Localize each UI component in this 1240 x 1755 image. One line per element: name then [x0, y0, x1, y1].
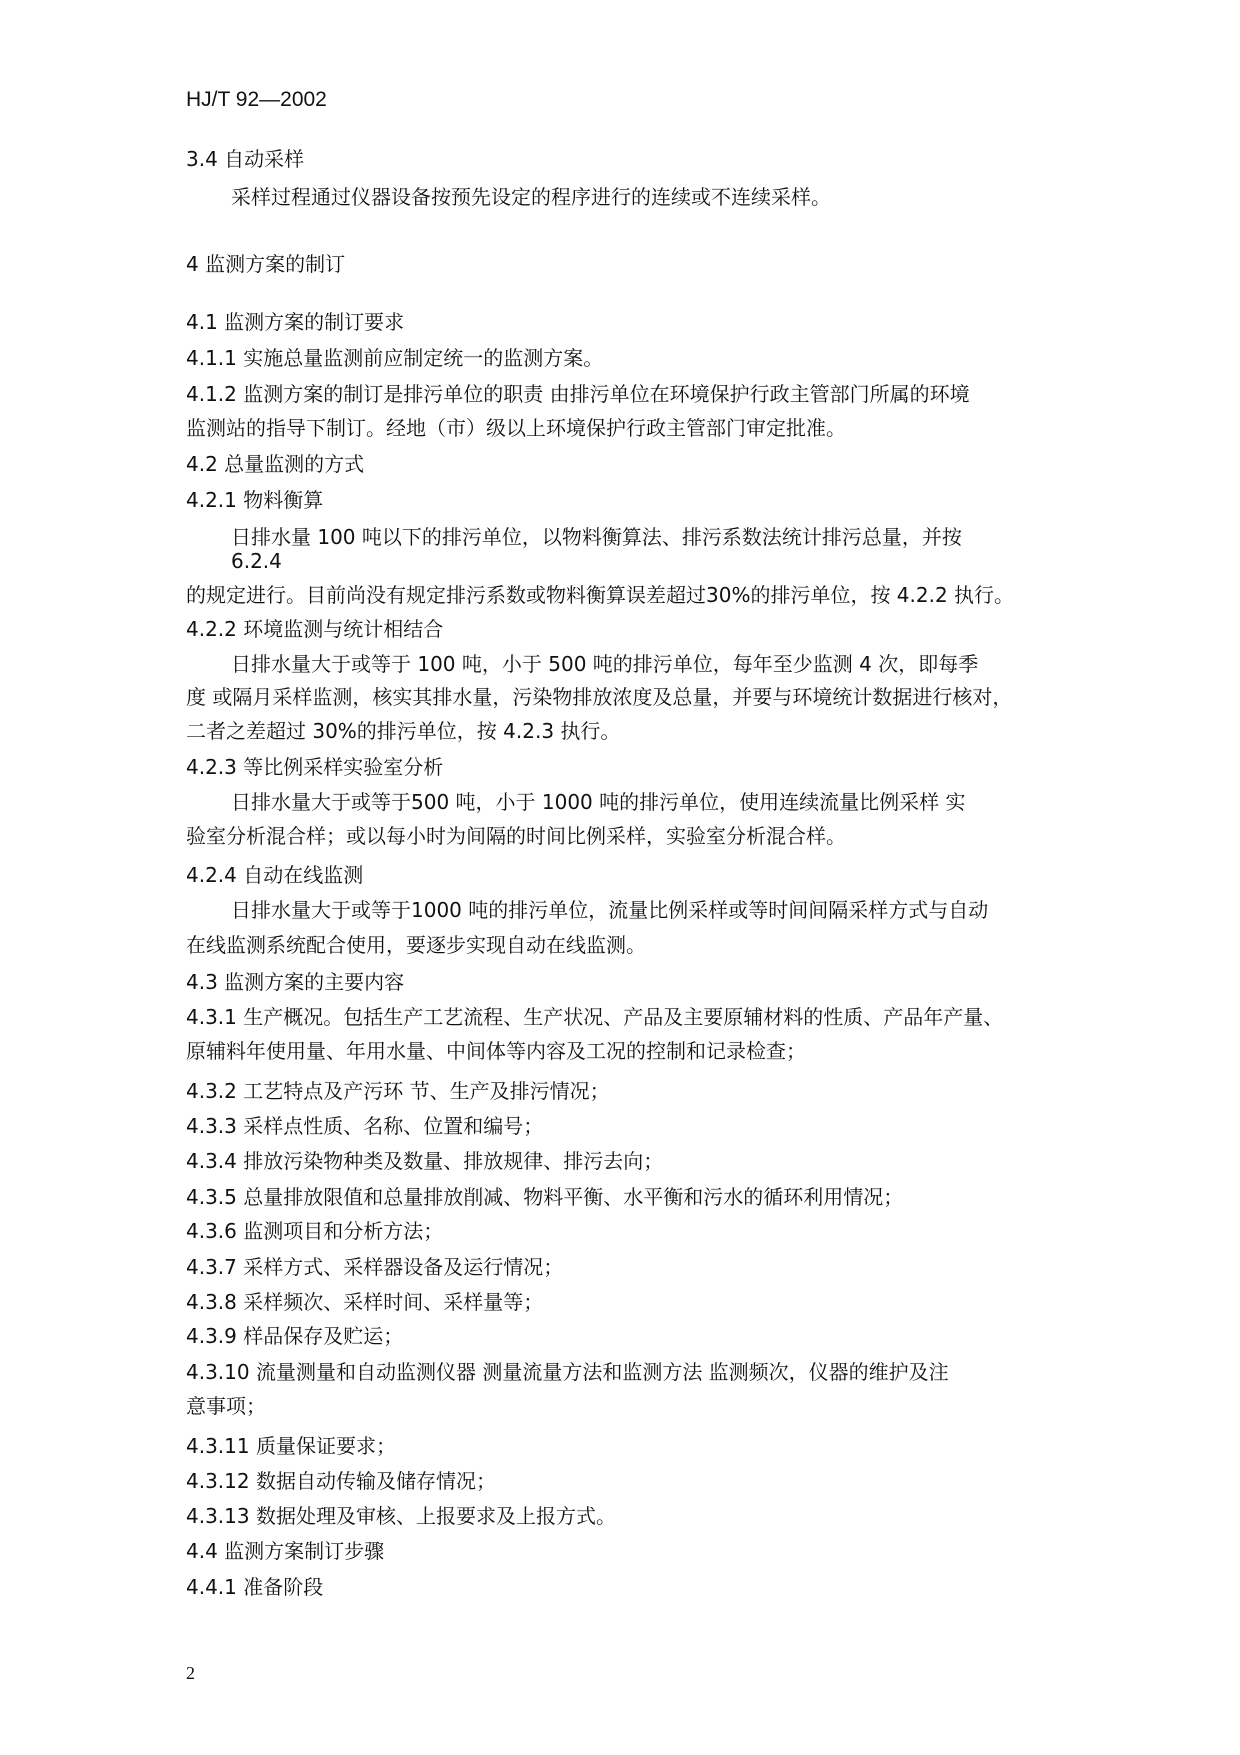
clause-line: 4.3.6 监测项目和分析方法； — [186, 1219, 444, 1243]
paragraph-line: 日排水量大于或等于 100 吨，小于 500 吨的排污单位，每年至少监测 4 次，即每季 — [231, 652, 979, 676]
subsection-heading: 4.2.2 环境监测与统计相结合 — [186, 617, 444, 641]
clause-line: 4.3.9 样品保存及贮运； — [186, 1324, 404, 1348]
paragraph-line: 意事项； — [186, 1394, 266, 1418]
clause-line: 4.3.4 排放污染物种类及数量、排放规律、排污去向； — [186, 1149, 664, 1173]
paragraph-line: 采样过程通过仪器设备按预先设定的程序进行的连续或不连续采样。 — [231, 185, 831, 209]
section-heading: 3.4 自动采样 — [186, 147, 305, 171]
clause-line: 4.3.3 采样点性质、名称、位置和编号； — [186, 1114, 544, 1138]
paragraph-line: 的规定进行。目前尚没有规定排污系数或物料衡算误差超过30%的排污单位，按 4.2.2 执行。 — [186, 583, 1015, 607]
clause-line: 4.3.7 采样方式、采样器设备及运行情况； — [186, 1255, 564, 1279]
paragraph-line: 在线监测系统配合使用，要逐步实现自动在线监测。 — [186, 933, 646, 957]
clause-line: 4.3.12 数据自动传输及储存情况； — [186, 1469, 496, 1493]
subsection-heading: 4.2.1 物料衡算 — [186, 488, 324, 512]
paragraph-line: 验室分析混合样；或以每小时为间隔的时间比例采样，实验室分析混合样。 — [186, 824, 846, 848]
paragraph-line: 度 或隔月采样监测，核实其排水量，污染物排放浓度及总量，并要与环境统计数据进行核对， — [186, 685, 1013, 709]
clause-line: 4.3.5 总量排放限值和总量排放削减、物料平衡、水平衡和污水的循环利用情况； — [186, 1185, 904, 1209]
paragraph-line: 日排水量 100 吨以下的排污单位，以物料衡算法、排污系数法统计排污总量，并按 — [231, 525, 962, 549]
section-heading: 4.2 总量监测的方式 — [186, 452, 365, 476]
clause-line: 4.1.2 监测方案的制订是排污单位的职责 由排污单位在环境保护行政主管部门所属的环境 — [186, 382, 970, 406]
section-heading: 4.4 监测方案制订步骤 — [186, 1539, 385, 1563]
chapter-heading: 4 监测方案的制订 — [186, 252, 346, 276]
clause-line: 4.3.10 流量测量和自动监测仪器 测量流量方法和监测方法 监测频次，仪器的维护及注 — [186, 1360, 949, 1384]
paragraph-line: 6.2.4 — [231, 549, 282, 573]
clause-line: 4.3.2 工艺特点及产污环 节、生产及排污情况； — [186, 1079, 610, 1103]
subsection-heading: 4.4.1 准备阶段 — [186, 1575, 324, 1599]
subsection-heading: 4.2.4 自动在线监测 — [186, 863, 364, 887]
page-number: 2 — [186, 1663, 195, 1683]
paragraph-line: 日排水量大于或等于500 吨，小于 1000 吨的排污单位，使用连续流量比例采样 实 — [231, 790, 966, 814]
paragraph-line: 二者之差超过 30%的排污单位，按 4.2.3 执行。 — [186, 719, 621, 743]
clause-line: 4.1.1 实施总量监测前应制定统一的监测方案。 — [186, 346, 604, 370]
section-heading: 4.1 监测方案的制订要求 — [186, 310, 405, 334]
subsection-heading: 4.2.3 等比例采样实验室分析 — [186, 755, 444, 779]
paragraph-line: 原辅料年使用量、年用水量、中间体等内容及工况的控制和记录检查； — [186, 1039, 806, 1063]
clause-line: 4.3.8 采样频次、采样时间、采样量等； — [186, 1290, 544, 1314]
section-heading: 4.3 监测方案的主要内容 — [186, 970, 405, 994]
document-header: HJ/T 92—2002 — [186, 88, 327, 111]
paragraph-line: 监测站的指导下制订。经地（市）级以上环境保护行政主管部门审定批准。 — [186, 416, 846, 440]
paragraph-line: 日排水量大于或等于1000 吨的排污单位，流量比例采样或等时间间隔采样方式与自动 — [231, 898, 989, 922]
clause-line: 4.3.11 质量保证要求； — [186, 1434, 396, 1458]
clause-line: 4.3.1 生产概况。包括生产工艺流程、生产状况、产品及主要原辅材料的性质、产品年产量、 — [186, 1005, 1004, 1029]
clause-line: 4.3.13 数据处理及审核、上报要求及上报方式。 — [186, 1504, 616, 1528]
